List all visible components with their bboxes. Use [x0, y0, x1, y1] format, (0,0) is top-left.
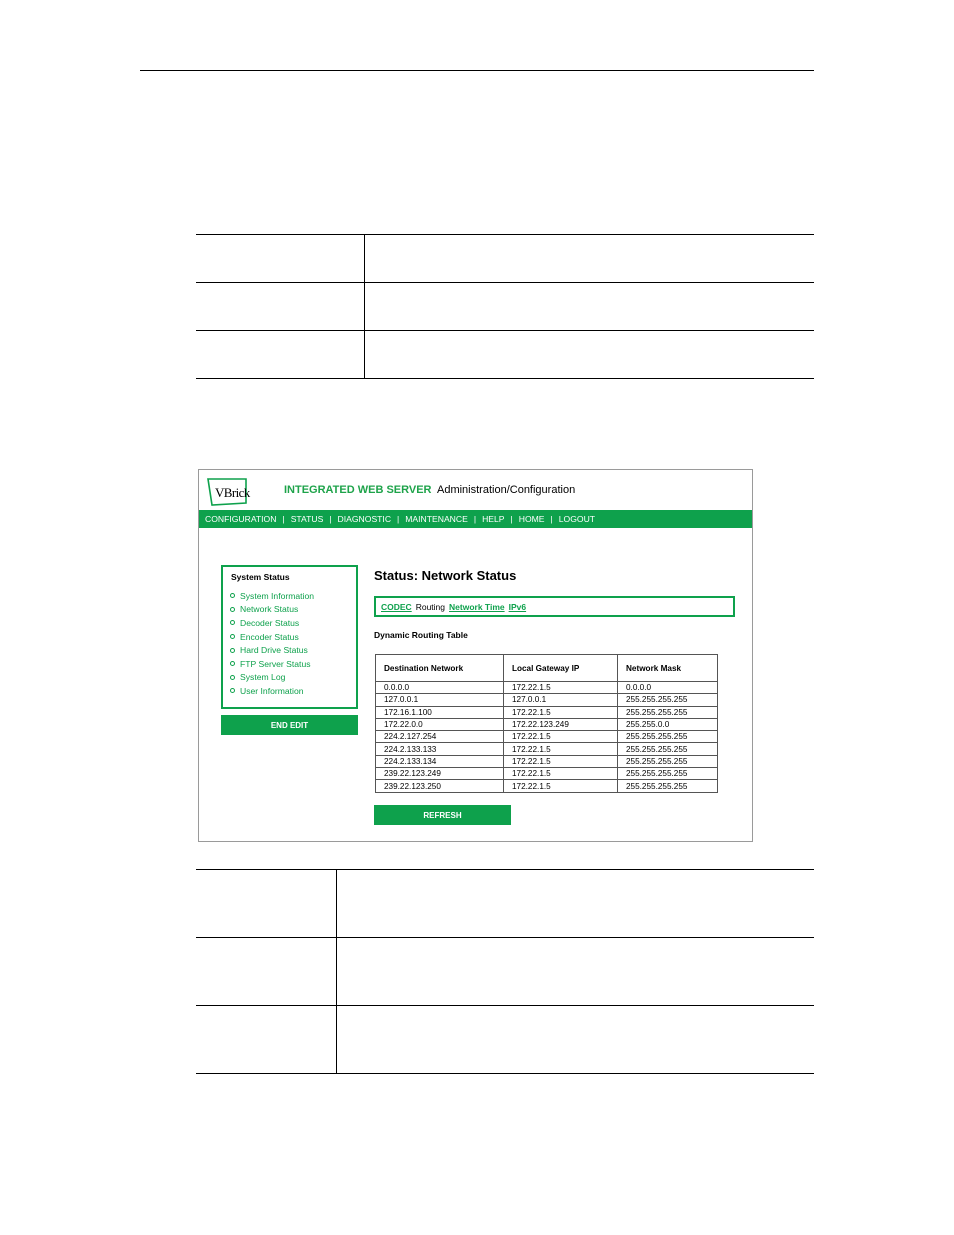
sidebar-item-network-status[interactable] — [230, 603, 314, 617]
bullet-icon — [230, 688, 235, 693]
vbrick-logo — [206, 476, 250, 508]
status-subnav — [374, 596, 735, 617]
doc-table-row — [196, 235, 814, 283]
destination-cell: 0.0.0.0 — [376, 682, 504, 694]
app-subtitle: Administration/Configuration — [437, 484, 576, 496]
doc-table-row — [196, 1006, 814, 1074]
bullet-icon — [230, 607, 235, 612]
nav-separator: | — [282, 514, 285, 524]
table-row — [376, 780, 718, 792]
nav-home[interactable]: HOME — [518, 514, 545, 524]
mask-cell: 255.255.255.255 — [618, 755, 718, 767]
bullet-icon — [230, 648, 235, 653]
sidebar-item-label: System Information — [240, 590, 315, 601]
destination-cell: 172.22.0.0 — [376, 718, 504, 730]
gateway-cell: 172.22.1.5 — [504, 768, 618, 780]
mask-cell: 255.255.255.255 — [618, 768, 718, 780]
destination-cell: 224.2.133.134 — [376, 755, 504, 767]
table-row — [376, 706, 718, 718]
destination-cell: 239.22.123.250 — [376, 780, 504, 792]
mask-cell: 255.255.255.255 — [618, 743, 718, 755]
table-row — [376, 718, 718, 730]
destination-cell: 224.2.133.133 — [376, 743, 504, 755]
destination-cell: 172.16.1.100 — [376, 706, 504, 718]
routing-table-header-row — [376, 655, 718, 682]
table-row — [376, 743, 718, 755]
end-edit-button[interactable]: END EDIT — [221, 715, 358, 735]
bullet-icon — [230, 620, 235, 625]
table-row — [376, 768, 718, 780]
nav-separator: | — [510, 514, 513, 524]
nav-logout[interactable]: LOGOUT — [558, 514, 596, 524]
sidebar-item-label: Encoder Status — [240, 631, 299, 642]
gateway-cell: 172.22.1.5 — [504, 780, 618, 792]
doc-table-bottom — [196, 869, 814, 1074]
routing-table — [375, 654, 718, 793]
nav-separator: | — [550, 514, 553, 524]
doc-table-top — [196, 234, 814, 379]
doc-table-row — [196, 870, 814, 938]
sidebar-item-label: System Log — [240, 672, 286, 683]
bullet-icon — [230, 593, 235, 598]
column-header-destination: Destination Network — [376, 655, 504, 682]
table-row — [376, 694, 718, 706]
nav-separator: | — [473, 514, 477, 524]
mask-cell: 255.255.255.255 — [618, 780, 718, 792]
nav-status[interactable]: STATUS — [290, 514, 324, 524]
bullet-icon — [230, 661, 235, 666]
sidebar-item-ftp-server-status[interactable] — [230, 657, 314, 671]
sidebar-title: System Status — [231, 572, 290, 582]
nav-separator: | — [397, 514, 400, 524]
destination-cell: 224.2.127.254 — [376, 731, 504, 743]
sidebar-item-label: Network Status — [240, 604, 299, 615]
bullet-icon — [230, 675, 235, 680]
subnav-ipv6-link[interactable]: IPv6 — [508, 601, 527, 612]
column-header-gateway: Local Gateway IP — [504, 655, 618, 682]
table-row — [376, 755, 718, 767]
subnav-routing-current: Routing — [415, 601, 446, 612]
doc-table-row — [196, 283, 814, 331]
mask-cell: 0.0.0.0 — [618, 682, 718, 694]
gateway-cell: 172.22.1.5 — [504, 731, 618, 743]
sidebar-item-encoder-status[interactable] — [230, 630, 314, 644]
web-server-screenshot — [198, 469, 753, 842]
nav-help[interactable]: HELP — [482, 514, 505, 524]
nav-diagnostic[interactable]: DIAGNOSTIC — [337, 514, 392, 524]
sidebar-list — [230, 589, 314, 698]
nav-separator: | — [329, 514, 332, 524]
mask-cell: 255.255.255.255 — [618, 731, 718, 743]
mask-cell: 255.255.255.255 — [618, 694, 718, 706]
app-title: INTEGRATED WEB SERVER — [284, 484, 432, 496]
subnav-network-time-link[interactable]: Network Time — [449, 601, 505, 612]
table-row — [376, 731, 718, 743]
top-nav-bar — [199, 510, 752, 528]
system-status-sidebar — [221, 565, 358, 709]
gateway-cell: 172.22.1.5 — [504, 743, 618, 755]
table-row — [376, 682, 718, 694]
page-title: Status: Network Status — [374, 568, 517, 583]
gateway-cell: 172.22.123.249 — [504, 718, 618, 730]
gateway-cell: 172.22.1.5 — [504, 682, 618, 694]
gateway-cell: 172.22.1.5 — [504, 755, 618, 767]
gateway-cell: 127.0.0.1 — [504, 694, 618, 706]
doc-table-row — [196, 331, 814, 379]
sidebar-item-label: User Information — [240, 685, 304, 696]
bullet-icon — [230, 634, 235, 639]
column-header-mask: Network Mask — [618, 655, 718, 682]
gateway-cell: 172.22.1.5 — [504, 706, 618, 718]
sidebar-item-label: Hard Drive Status — [240, 645, 308, 656]
sidebar-item-label: Decoder Status — [240, 617, 300, 628]
mask-cell: 255.255.255.255 — [618, 706, 718, 718]
sidebar-item-user-information[interactable] — [230, 684, 314, 698]
nav-configuration[interactable]: CONFIGURATION — [205, 514, 277, 524]
sidebar-item-decoder-status[interactable] — [230, 616, 314, 630]
sidebar-item-label: FTP Server Status — [240, 658, 311, 669]
subnav-codec-link[interactable]: CODEC — [381, 601, 412, 612]
header-rule — [140, 70, 814, 71]
sidebar-item-system-log[interactable] — [230, 671, 314, 685]
logo-text: VBrick — [215, 485, 250, 500]
doc-table-row — [196, 938, 814, 1006]
mask-cell: 255.255.0.0 — [618, 718, 718, 730]
destination-cell: 127.0.0.1 — [376, 694, 504, 706]
destination-cell: 239.22.123.249 — [376, 768, 504, 780]
sidebar-item-system-information[interactable] — [230, 589, 314, 603]
routing-table-caption: Dynamic Routing Table — [374, 630, 468, 640]
refresh-button[interactable]: REFRESH — [374, 805, 511, 825]
nav-maintenance[interactable]: MAINTENANCE — [405, 514, 468, 524]
sidebar-item-hard-drive-status[interactable] — [230, 643, 314, 657]
